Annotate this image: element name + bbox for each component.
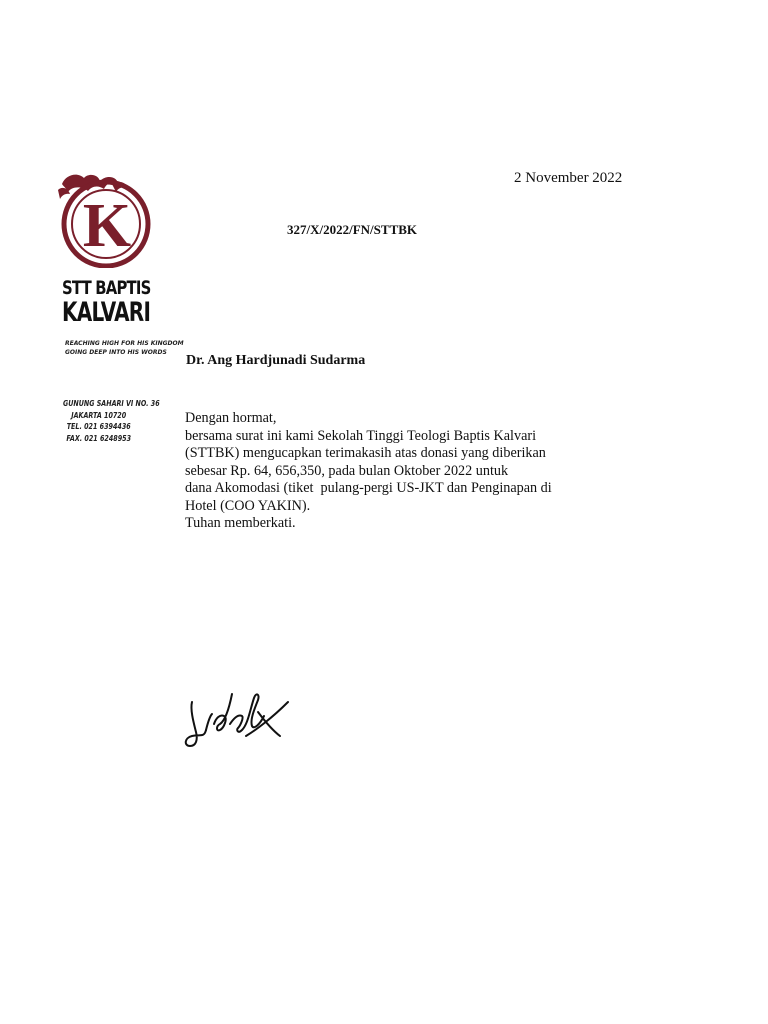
body-line: bersama surat ini kami Sekolah Tinggi Teologi Baptis Kalvari [185, 427, 537, 444]
institution-tagline [65, 339, 184, 357]
address-line: GUNUNG SAHARI VI NO. 36 [63, 399, 160, 408]
letter-body [185, 410, 625, 533]
logo-letter: K [82, 192, 132, 260]
tagline-line: REACHING HIGH FOR HIS KINGDOM [65, 340, 184, 347]
institution-name-line2: KALVARI [62, 297, 151, 328]
recipient-name: Dr. Ang Hardjunadi Sudarma [186, 353, 366, 368]
body-line: (STTBK) mengucapkan terimakasih atas donasi yang diberikan [185, 445, 546, 461]
tagline-line: GOING DEEP INTO HIS WORDS [65, 349, 167, 356]
institution-name [62, 278, 182, 328]
body-line: Dengan hormat, [185, 410, 277, 426]
institution-address [63, 398, 177, 444]
address-line: TEL. 021 6394436 [66, 422, 131, 431]
body-line: Hotel (COO YAKIN). [185, 497, 311, 514]
reference-number: 327/X/2022/FN/STTBK [287, 222, 418, 237]
handwritten-signature-icon [180, 680, 300, 760]
address-line: JAKARTA 10720 [71, 410, 127, 420]
body-line: dana Akomodasi (tiket pulang-pergi US-JKT dan Penginapan di [185, 480, 552, 496]
institution-name-line1: STT BAPTIS [62, 277, 151, 299]
address-line: FAX. 021 6248953 [66, 433, 131, 443]
body-line: Tuhan memberkati. [185, 515, 296, 531]
body-line: sebesar Rp. 64, 656,350, pada bulan Oktober 2022 untuk [185, 462, 509, 479]
letter-date: 2 November 2022 [514, 170, 623, 186]
sttbk-logo-icon [52, 172, 156, 268]
